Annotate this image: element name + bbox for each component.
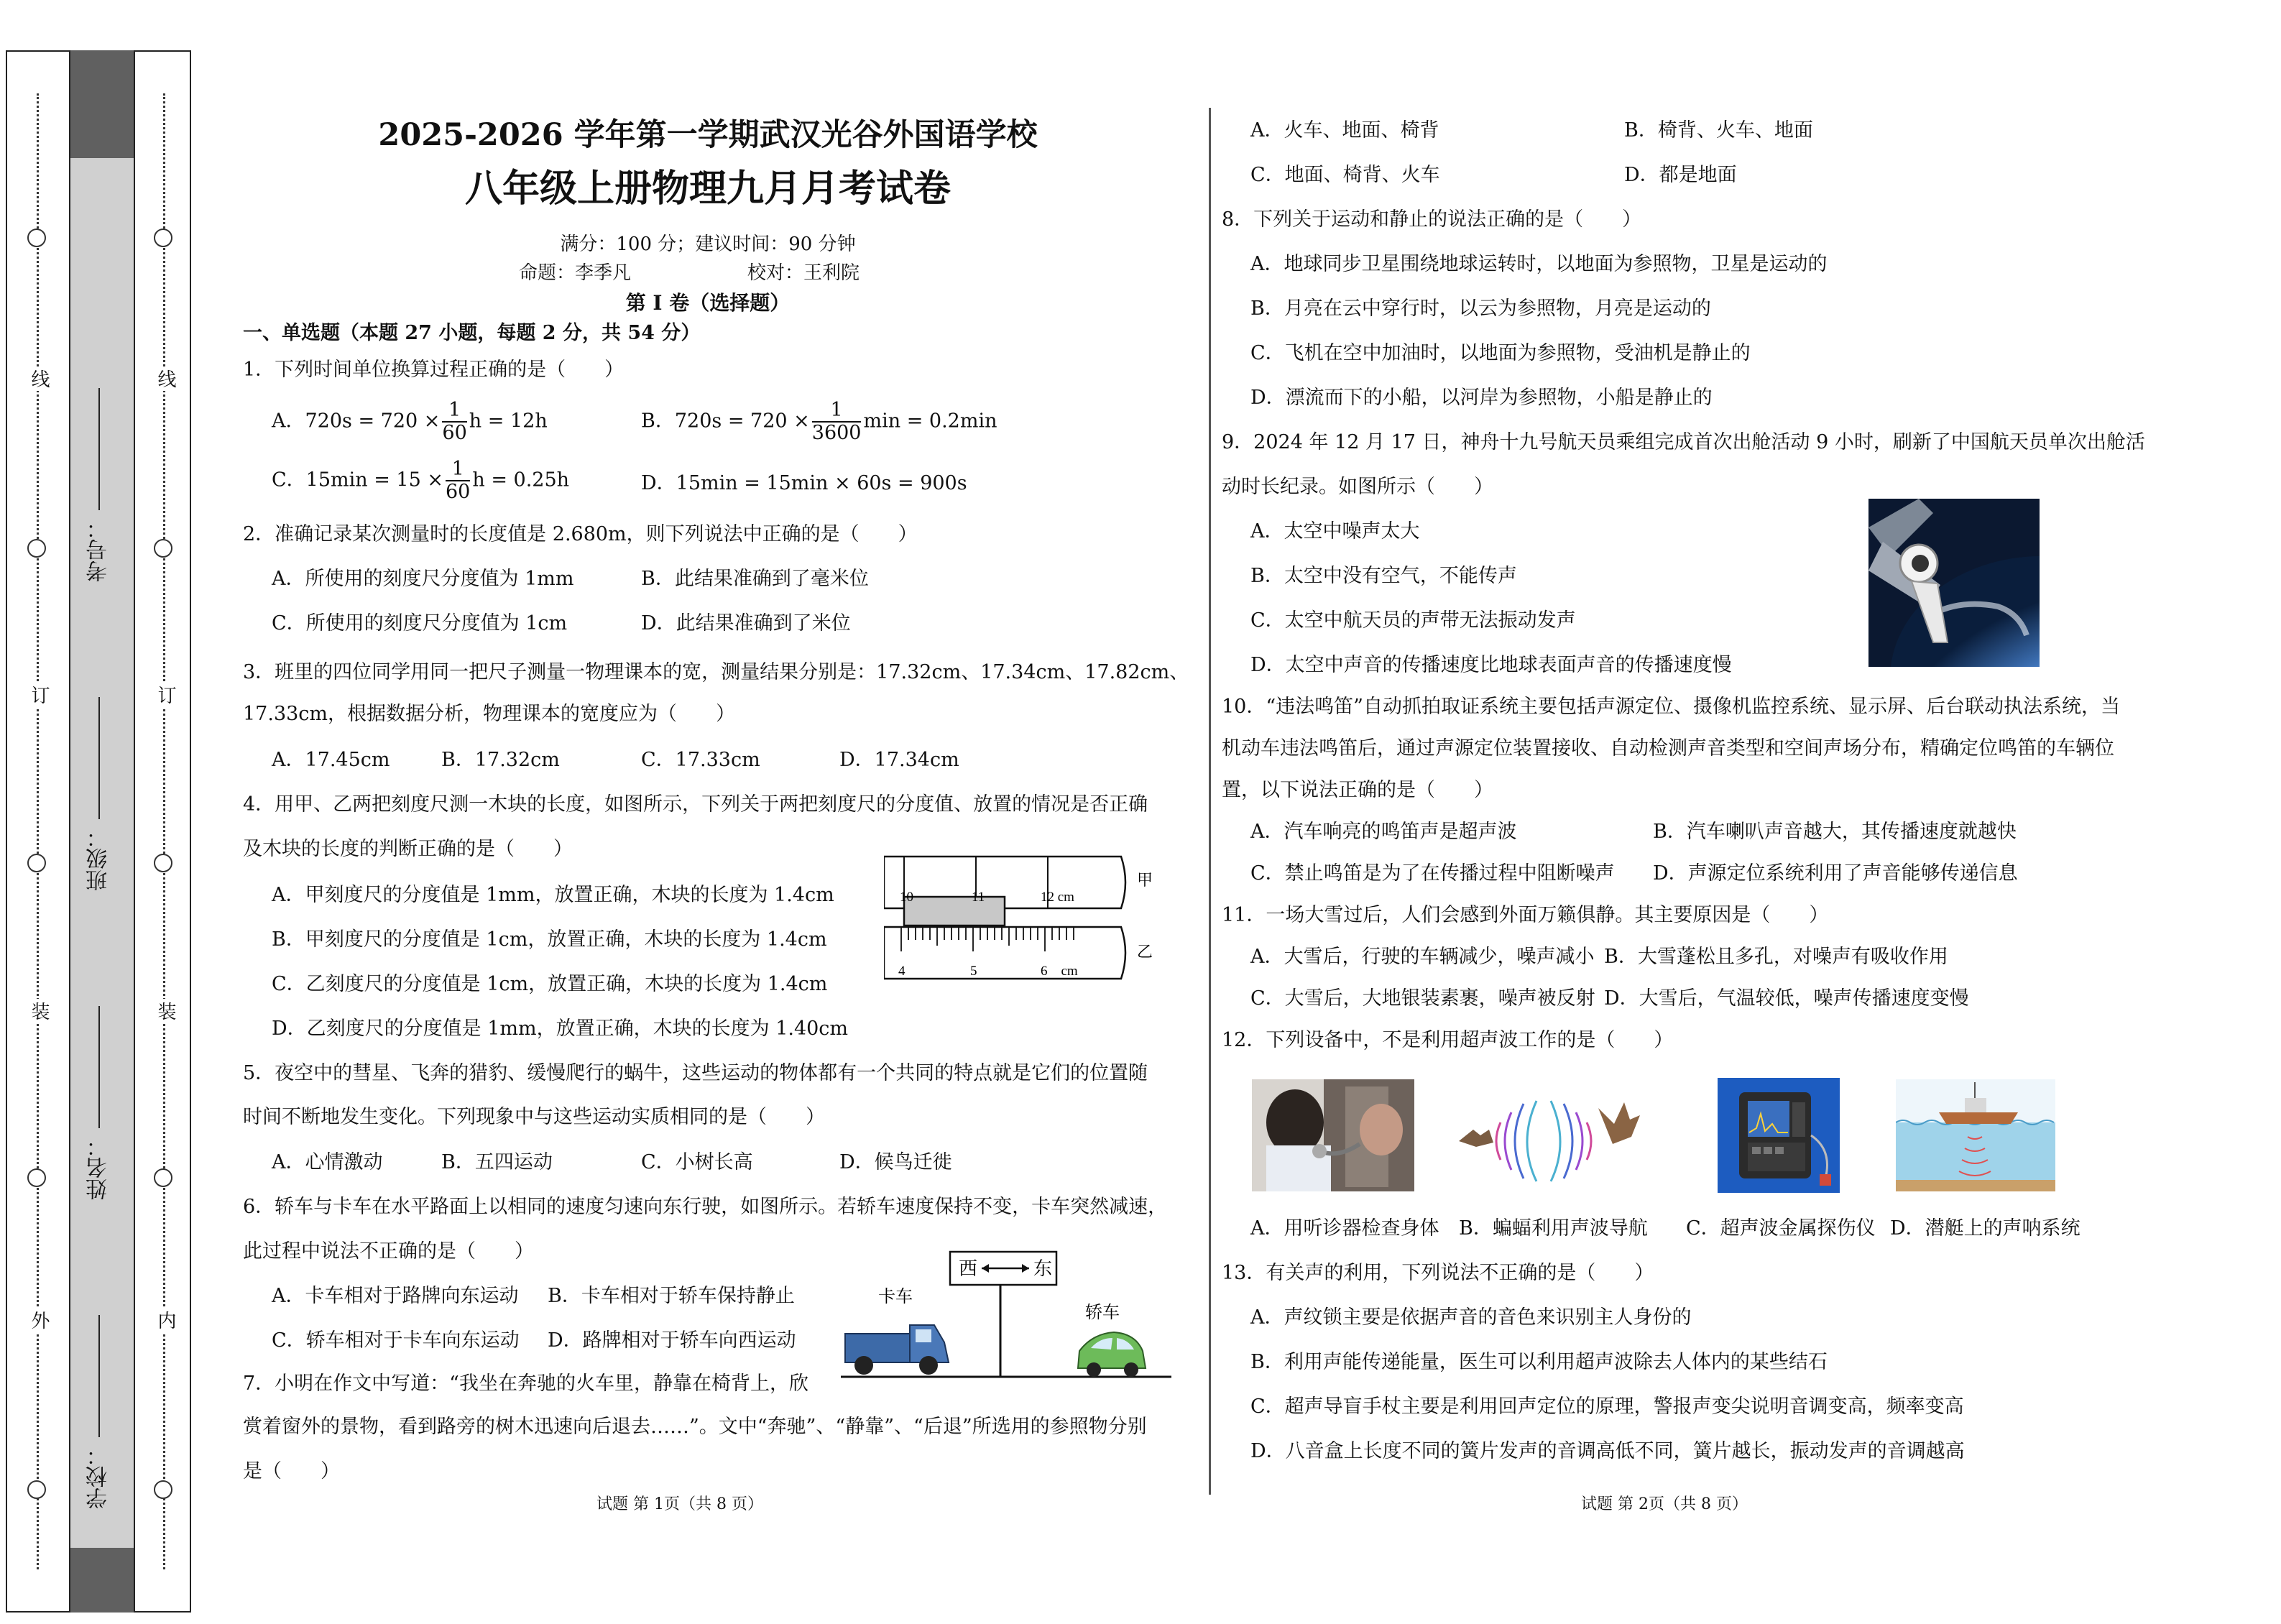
inner-line-char: 装 xyxy=(152,999,179,1023)
question-13-stem: 13．有关声的利用，下列说法不正确的是（ ） xyxy=(1222,1262,1654,1284)
inner-line-char: 订 xyxy=(152,683,179,707)
truck-icon xyxy=(845,1325,949,1375)
question-5-option-d[interactable]: D．候鸟迁徙 xyxy=(839,1151,952,1173)
question-9-option-c[interactable]: C．太空中航天员的声带无法振动发声 xyxy=(1250,609,1576,632)
question-3-stem: 17.33cm，根据数据分析，物理课本的宽度应为（ ） xyxy=(243,703,736,725)
question-4-option-c[interactable]: C．乙刻度尺的分度值是 1cm，放置正确，木块的长度为 1.4cm xyxy=(272,973,828,995)
fraction: $\frac{1}{60}$ xyxy=(446,458,471,503)
exam-number-field[interactable] xyxy=(83,388,115,582)
question-10-option-c[interactable]: C．禁止鸣笛是为了在传播过程中阻断噪声 xyxy=(1250,862,1615,885)
question-11-stem: 11．一场大雪过后，人们会感到外面万籁俱静。其主要原因是（ ） xyxy=(1222,904,1829,926)
question-11-option-a[interactable]: A．大雪后，行驶的车辆减少，噪声减小 xyxy=(1250,946,1595,968)
binding-margin xyxy=(6,50,193,1624)
question-11-option-b[interactable]: B．大雪蓬松且多孔，对噪声有吸收作用 xyxy=(1604,946,1948,968)
question-5-option-c[interactable]: C．小树长高 xyxy=(641,1151,753,1173)
ruler-tick-label: 12 cm xyxy=(1041,890,1074,905)
question-12-option-d[interactable]: D．潜艇上的声呐系统 xyxy=(1890,1217,2080,1240)
question-10-stem: 机动车违法鸣笛后，通过声源定位装置接收、自动检测声音类型和空间声场分布，精确定位鸣笛的车辆位 xyxy=(1222,737,2114,760)
ruler-figure xyxy=(884,855,1171,992)
stethoscope-image xyxy=(1252,1079,1414,1191)
question-8-option-b[interactable]: B．月亮在云中穿行时，以云为参照物，月亮是运动的 xyxy=(1250,297,1711,320)
question-5-stem: 5．夜空中的彗星、飞奔的猎豹、缓慢爬行的蜗牛，这些运动的物体都有一个共同的特点就是它们的位置随 xyxy=(243,1062,1148,1084)
question-12-option-c[interactable]: C．超声波金属探伤仪 xyxy=(1686,1217,1876,1240)
option-text: h = 12h xyxy=(469,410,548,433)
question-8-option-c[interactable]: C．飞机在空中加油时，以地面为参照物，受油机是静止的 xyxy=(1250,342,1751,364)
question-11-option-c[interactable]: C．大雪后，大地银装素裹，噪声被反射 xyxy=(1250,987,1595,1010)
question-1-option-a[interactable] xyxy=(272,400,548,444)
option-text: B．720s = 720 × xyxy=(641,410,810,433)
submarine-sonar-image xyxy=(1896,1079,2055,1191)
field-label: 班级： xyxy=(86,826,111,891)
outer-cut-line xyxy=(16,50,59,1613)
question-2-option-c[interactable]: C．所使用的刻度尺分度值为 1cm xyxy=(272,612,568,635)
section-title: 一、单选题（本题 27 小题，每题 2 分，共 54 分） xyxy=(243,322,701,344)
question-11-option-d[interactable]: D．大雪后，气温较低，噪声传播速度变慢 xyxy=(1604,987,1969,1010)
field-label: 考号： xyxy=(86,517,111,582)
question-7-option-d[interactable]: D．都是地面 xyxy=(1624,164,1737,186)
question-7-stem: 赏着窗外的景物，看到路旁的树木迅速向后退去……”。文中“奔驰”、“静靠”、“后退”所选用的参照物分别 xyxy=(243,1416,1147,1438)
question-1-option-b[interactable] xyxy=(641,400,997,444)
ruler-tick-label: 10 xyxy=(900,890,913,905)
ruler-yi xyxy=(884,927,1153,979)
question-1-option-d[interactable]: D．15min = 15min × 60s = 900s xyxy=(641,472,967,494)
question-12-option-a[interactable]: A．用听诊器检查身体 xyxy=(1250,1217,1439,1240)
question-6-option-d[interactable]: D．路牌相对于轿车向西运动 xyxy=(548,1329,796,1352)
page-1 xyxy=(237,0,1189,1613)
outer-line-char: 订 xyxy=(26,683,52,707)
astronaut-spacewalk-image xyxy=(1868,499,2040,667)
ruler-tick-label: 11 xyxy=(972,890,985,905)
question-13-option-b[interactable]: B．利用声能传递能量，医生可以利用超声波除去人体内的某些结石 xyxy=(1250,1351,1828,1373)
question-1-option-c[interactable] xyxy=(272,458,569,503)
author-line: 命题：李季凡 xyxy=(519,262,632,284)
ruler-tick-label: 6 cm xyxy=(1041,964,1078,979)
question-8-option-a[interactable]: A．地球同步卫星围绕地球运转时，以地面为参照物，卫星是运动的 xyxy=(1250,253,1828,275)
page-divider xyxy=(1209,108,1211,1495)
question-2-option-b[interactable]: B．此结果准确到了毫米位 xyxy=(641,568,869,590)
fraction: $\frac{1}{60}$ xyxy=(442,399,467,444)
question-7-stem: 是（ ） xyxy=(243,1460,340,1482)
ruler-label: 乙 xyxy=(1137,944,1153,961)
field-label: 学校： xyxy=(86,1444,111,1509)
question-10-stem: 置，以下说法正确的是（ ） xyxy=(1222,779,1493,801)
question-3-option-b[interactable]: B．17.32cm xyxy=(441,749,560,771)
question-2-stem: 2．准确记录某次测量时的长度值是 2.680m，则下列说法中正确的是（ ） xyxy=(243,523,918,545)
sign-east: 东 xyxy=(1033,1258,1053,1280)
inner-cut-line xyxy=(142,50,185,1613)
truck-label: 卡车 xyxy=(878,1286,913,1306)
question-13-option-a[interactable]: A．声纹锁主要是依据声音的音色来识别主人身份的 xyxy=(1250,1306,1692,1329)
score-line: 满分：100 分；建议时间：90 分钟 xyxy=(560,234,856,255)
option-text: C．15min = 15 × xyxy=(272,469,443,492)
question-4-stem: 4．用甲、乙两把刻度尺测一木块的长度，如图所示，下列关于两把刻度尺的分度值、放置的情况是否正确 xyxy=(243,793,1148,816)
question-5-option-a[interactable]: A．心情激动 xyxy=(272,1151,383,1173)
fraction: $\frac{1}{3600}$ xyxy=(811,399,862,444)
question-7-option-b[interactable]: B．椅背、火车、地面 xyxy=(1624,119,1813,142)
question-12-stem: 12．下列设备中，不是利用超声波工作的是（ ） xyxy=(1222,1029,1674,1051)
question-3-option-c[interactable]: C．17.33cm xyxy=(641,749,760,771)
question-3-option-a[interactable]: A．17.45cm xyxy=(272,749,390,771)
question-6-stem: 6．轿车与卡车在水平路面上以相同的速度匀速向东行驶，如图所示。若轿车速度保持不变，卡车突然减速， xyxy=(243,1196,1168,1218)
name-field[interactable] xyxy=(83,1006,115,1200)
question-10-option-a[interactable]: A．汽车响亮的鸣笛声是超声波 xyxy=(1250,821,1517,843)
ruler-label: 甲 xyxy=(1137,872,1153,890)
volume-title: 第 I 卷（选择题） xyxy=(625,291,791,315)
exam-title: 八年级上册物理九月月考试卷 xyxy=(464,167,951,211)
strip-bottom-block xyxy=(70,1548,134,1613)
ruler-tick-label: 5 xyxy=(970,964,977,979)
option-text: min = 0.2min xyxy=(863,410,997,433)
bat-echolocation-image xyxy=(1457,1079,1644,1191)
question-9-stem: 动时长纪录。如图所示（ ） xyxy=(1222,476,1493,498)
question-4-option-a[interactable]: A．甲刻度尺的分度值是 1mm，放置正确，木块的长度为 1.4cm xyxy=(272,884,834,906)
field-label: 姓名： xyxy=(86,1135,111,1200)
outer-line-char: 线 xyxy=(26,366,52,391)
traffic-figure xyxy=(841,1250,1171,1387)
inner-line-char: 内 xyxy=(152,1308,179,1332)
page-footer: 试题 第 2页（共 8 页） xyxy=(1581,1495,1748,1513)
question-13-option-d[interactable]: D．八音盒上长度不同的簧片发声的音调高低不同，簧片越长，振动发声的音调越高 xyxy=(1250,1440,1965,1462)
question-10-option-d[interactable]: D．声源定位系统利用了声音能够传递信息 xyxy=(1653,862,2018,885)
question-7-option-c[interactable]: C．地面、椅背、火车 xyxy=(1250,164,1440,186)
question-2-option-a[interactable]: A．所使用的刻度尺分度值为 1mm xyxy=(272,568,574,590)
outer-line-char: 外 xyxy=(26,1308,52,1332)
page-2 xyxy=(1222,0,2178,1613)
proof-line: 校对：王利院 xyxy=(747,262,860,284)
question-7-option-a[interactable]: A．火车、地面、椅背 xyxy=(1250,119,1439,142)
question-5-option-b[interactable]: B．五四运动 xyxy=(441,1151,553,1173)
inner-line-char: 线 xyxy=(152,366,179,391)
option-text: A．720s = 720 × xyxy=(272,410,441,433)
question-6-option-b[interactable]: B．卡车相对于轿车保持静止 xyxy=(548,1285,795,1307)
question-4-stem: 及木块的长度的判断正确的是（ ） xyxy=(243,838,573,860)
question-9-option-b[interactable]: B．太空中没有空气，不能传声 xyxy=(1250,565,1517,587)
question-6-option-a[interactable]: A．卡车相对于路牌向东运动 xyxy=(272,1285,519,1307)
car-label: 轿车 xyxy=(1085,1302,1120,1322)
ultrasonic-flaw-detector-image xyxy=(1718,1078,1840,1193)
question-3-option-d[interactable]: D．17.34cm xyxy=(839,749,959,771)
question-13-option-c[interactable]: C．超声导盲手杖主要是利用回声定位的原理，警报声变尖说明音调变高，频率变高 xyxy=(1250,1395,1964,1418)
ruler-jia xyxy=(884,857,1153,926)
question-2-option-d[interactable]: D．此结果准确到了米位 xyxy=(641,612,851,635)
school-field[interactable] xyxy=(83,1315,115,1509)
page-footer: 试题 第 1页（共 8 页） xyxy=(596,1495,763,1513)
school-title: 2025-2026 学年第一学期武汉光谷外国语学校 xyxy=(378,117,1038,153)
question-9-option-a[interactable]: A．太空中噪声太大 xyxy=(1250,520,1420,543)
question-4-option-b[interactable]: B．甲刻度尺的分度值是 1cm，放置正确，木块的长度为 1.4cm xyxy=(272,928,827,951)
question-1-stem: 1．下列时间单位换算过程正确的是（ ） xyxy=(243,359,625,381)
question-10-stem: 10．“违法鸣笛”自动抓拍取证系统主要包括声源定位、摄像机监控系统、显示屏、后台联动执法系统，当 xyxy=(1222,696,2120,718)
class-field[interactable] xyxy=(83,697,115,891)
sign-west: 西 xyxy=(959,1258,978,1280)
question-9-option-d[interactable]: D．太空中声音的传播速度比地球表面声音的传播速度慢 xyxy=(1250,654,1732,676)
question-8-option-d[interactable]: D．漂流而下的小船，以河岸为参照物，小船是静止的 xyxy=(1250,387,1713,409)
option-text: h = 0.25h xyxy=(472,469,570,492)
question-5-stem: 时间不断地发生变化。下列现象中与这些运动实质相同的是（ ） xyxy=(243,1106,825,1128)
question-12-option-b[interactable]: B．蝙蝠利用声波导航 xyxy=(1459,1217,1648,1240)
question-6-option-c[interactable]: C．轿车相对于卡车向东运动 xyxy=(272,1329,520,1352)
question-9-stem: 9．2024 年 12 月 17 日，神舟十九号航天员乘组完成首次出舱活动 9 小时，刷新了中国航天员单次出舱活 xyxy=(1222,431,2145,453)
question-6-stem: 此过程中说法不正确的是（ ） xyxy=(243,1240,534,1263)
question-3-stem: 3．班里的四位同学用同一把尺子测量一物理课本的宽，测量结果分别是：17.32cm、17.34cm、17.82cm、 xyxy=(243,661,1189,683)
ruler-tick-label: 4 xyxy=(898,964,906,979)
question-10-option-b[interactable]: B．汽车喇叭声音越大，其传播速度就越快 xyxy=(1653,821,2017,843)
outer-line-char: 装 xyxy=(26,999,52,1023)
question-4-option-d[interactable]: D．乙刻度尺的分度值是 1mm，放置正确，木块的长度为 1.40cm xyxy=(272,1018,849,1040)
question-7-stem: 7．小明在作文中写道：“我坐在奔驰的火车里，静靠在椅背上，欣 xyxy=(243,1372,808,1395)
strip-top-block xyxy=(70,50,134,158)
car-icon xyxy=(1078,1332,1146,1377)
question-8-stem: 8．下列关于运动和静止的说法正确的是（ ） xyxy=(1222,208,1642,231)
wood-block xyxy=(904,897,1005,926)
